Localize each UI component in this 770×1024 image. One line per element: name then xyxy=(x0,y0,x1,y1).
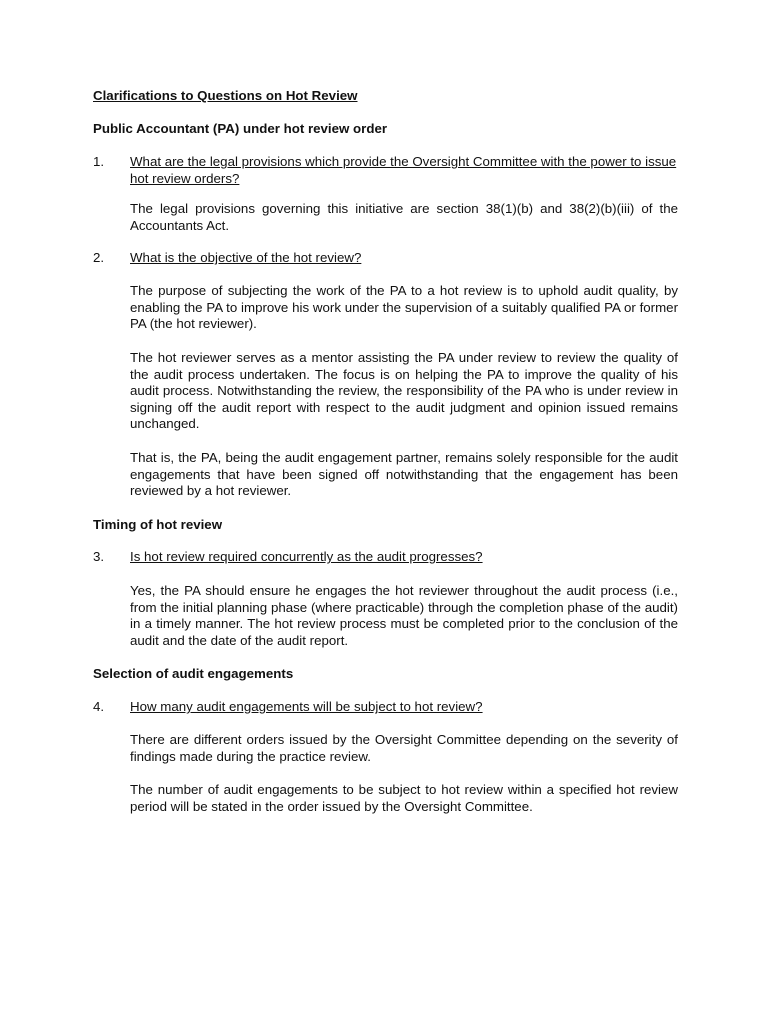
section-heading-pa-under-order: Public Accountant (PA) under hot review order xyxy=(93,121,388,136)
question-1: What are the legal provisions which provide the Oversight Committee with the power to issue hot review orders? xyxy=(130,154,677,186)
question-number-4: 4. xyxy=(93,699,105,714)
question-4: How many audit engagements will be subject to hot review? xyxy=(130,699,483,714)
question-number-3: 3. xyxy=(93,549,105,564)
answer-2-paragraph-2: The hot reviewer serves as a mentor assisting the PA under review to review the quality of the audit process undertaken. The focus is on helping the PA to improve the quality of his audit process. Notwithstanding the review, the responsibility of the PA who is under review in signing off the audit report with respect to the audit judgment and opinion issued remains unchanged. xyxy=(130,350,678,432)
question-2: What is the objective of the hot review? xyxy=(130,250,362,265)
section-heading-timing: Timing of hot review xyxy=(93,517,223,532)
question-number-2: 2. xyxy=(93,250,105,265)
answer-4-paragraph-1: There are different orders issued by the Oversight Committee depending on the severity of findings made during the practice review. xyxy=(130,732,678,764)
document-title: Clarifications to Questions on Hot Review xyxy=(93,88,358,103)
question-3: Is hot review required concurrently as the audit progresses? xyxy=(130,549,483,564)
answer-3-paragraph-1: Yes, the PA should ensure he engages the hot reviewer throughout the audit process (i.e., from the initial planning phase (where practicable) through the completion phase of the audit) in a timely manner. The hot review process must be completed prior to the conclusion of the audit and the date of the audit report. xyxy=(130,583,678,648)
answer-2-paragraph-3: That is, the PA, being the audit engagement partner, remains solely responsible for the audit engagements that have been signed off notwithstanding that the engagement has been reviewed by a hot reviewer. xyxy=(130,450,678,499)
answer-4-paragraph-2: The number of audit engagements to be subject to hot review within a specified hot review period will be stated in the order issued by the Oversight Committee. xyxy=(130,782,678,814)
section-heading-selection: Selection of audit engagements xyxy=(93,666,294,681)
answer-2-paragraph-1: The purpose of subjecting the work of the PA to a hot review is to uphold audit quality, by enabling the PA to improve his work under the supervision of a suitably qualified PA or former PA (the hot reviewer). xyxy=(130,283,678,332)
question-number-1: 1. xyxy=(93,154,105,169)
answer-1-paragraph-1: The legal provisions governing this initiative are section 38(1)(b) and 38(2)(b)(iii) of the Accountants Act. xyxy=(130,201,678,233)
